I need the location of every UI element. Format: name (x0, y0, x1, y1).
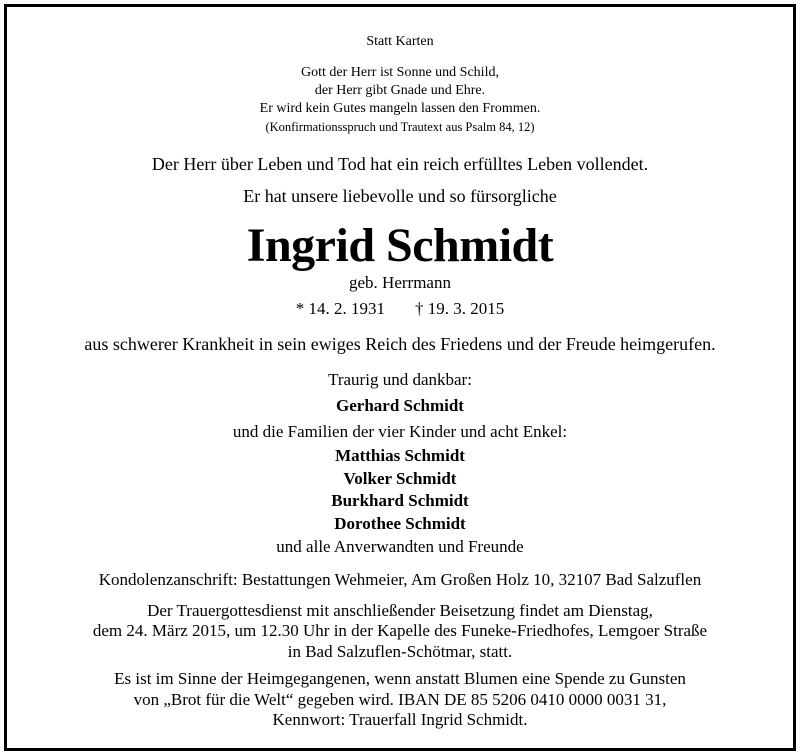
birth-date: * 14. 2. 1931 (295, 299, 385, 318)
child-name-3: Burkhard Schmidt (331, 491, 469, 510)
donation-line-3: Kennwort: Trauerfall Ingrid Schmidt. (272, 710, 528, 729)
intro-line-1: Der Herr über Leben und Tod hat ein reich erfülltes Leben vollendet. (151, 154, 649, 174)
donation-line-2: von „Brot für die Welt“ gegeben wird. IBAN DE 85 5206 0410 0000 0031 31, (133, 690, 667, 709)
life-dates (0, 300, 800, 317)
birth-name: geb. Herrmann (349, 273, 451, 292)
child-name-2: Volker Schmidt (343, 469, 457, 488)
spouse-name: Gerhard Schmidt (336, 396, 464, 415)
verse-line-3: Er wird kein Gutes mangeln lassen den Frommen. (259, 101, 541, 116)
families-text: und die Familien der vier Kinder und acht Enkel: (232, 422, 568, 441)
verse-line-2: der Herr gibt Gnade und Ehre. (314, 83, 486, 98)
service-line-1: Der Trauergottesdienst mit anschließender Beisetzung findet am Dienstag, (147, 601, 653, 620)
death-date: † 19. 3. 2015 (415, 299, 505, 318)
service-line-3: in Bad Salzuflen-Schötmar, statt. (287, 642, 513, 661)
intro-line-2: Er hat unsere liebevolle und so fürsorgliche (243, 186, 557, 206)
child-name-1: Matthias Schmidt (335, 446, 465, 465)
header-statt-karten: Statt Karten (366, 34, 434, 49)
child-name-4: Dorothee Schmidt (334, 514, 466, 533)
mourners-intro: Traurig und dankbar: (328, 370, 472, 389)
deceased-name: Ingrid Schmidt (246, 219, 554, 272)
condolence-address: Kondolenzanschrift: Bestattungen Wehmeier, Am Großen Holz 10, 32107 Bad Salzuflen (98, 570, 702, 589)
mourners-closing: und alle Anverwandten und Freunde (276, 537, 524, 556)
service-line-2: dem 24. März 2015, um 12.30 Uhr in der Kapelle des Funeke-Friedhofes, Lemgoer Straße (92, 621, 708, 640)
donation-line-1: Es ist im Sinne der Heimgegangenen, wenn anstatt Blumen eine Spende zu Gunsten (114, 669, 686, 688)
verse-source: (Konfirmationsspruch und Trautext aus Psalm 84, 12) (265, 120, 535, 134)
verse-line-1: Gott der Herr ist Sonne und Schild, (301, 65, 499, 80)
passing-text: aus schwerer Krankheit in sein ewiges Reich des Friedens und der Freude heimgerufen. (84, 334, 716, 354)
